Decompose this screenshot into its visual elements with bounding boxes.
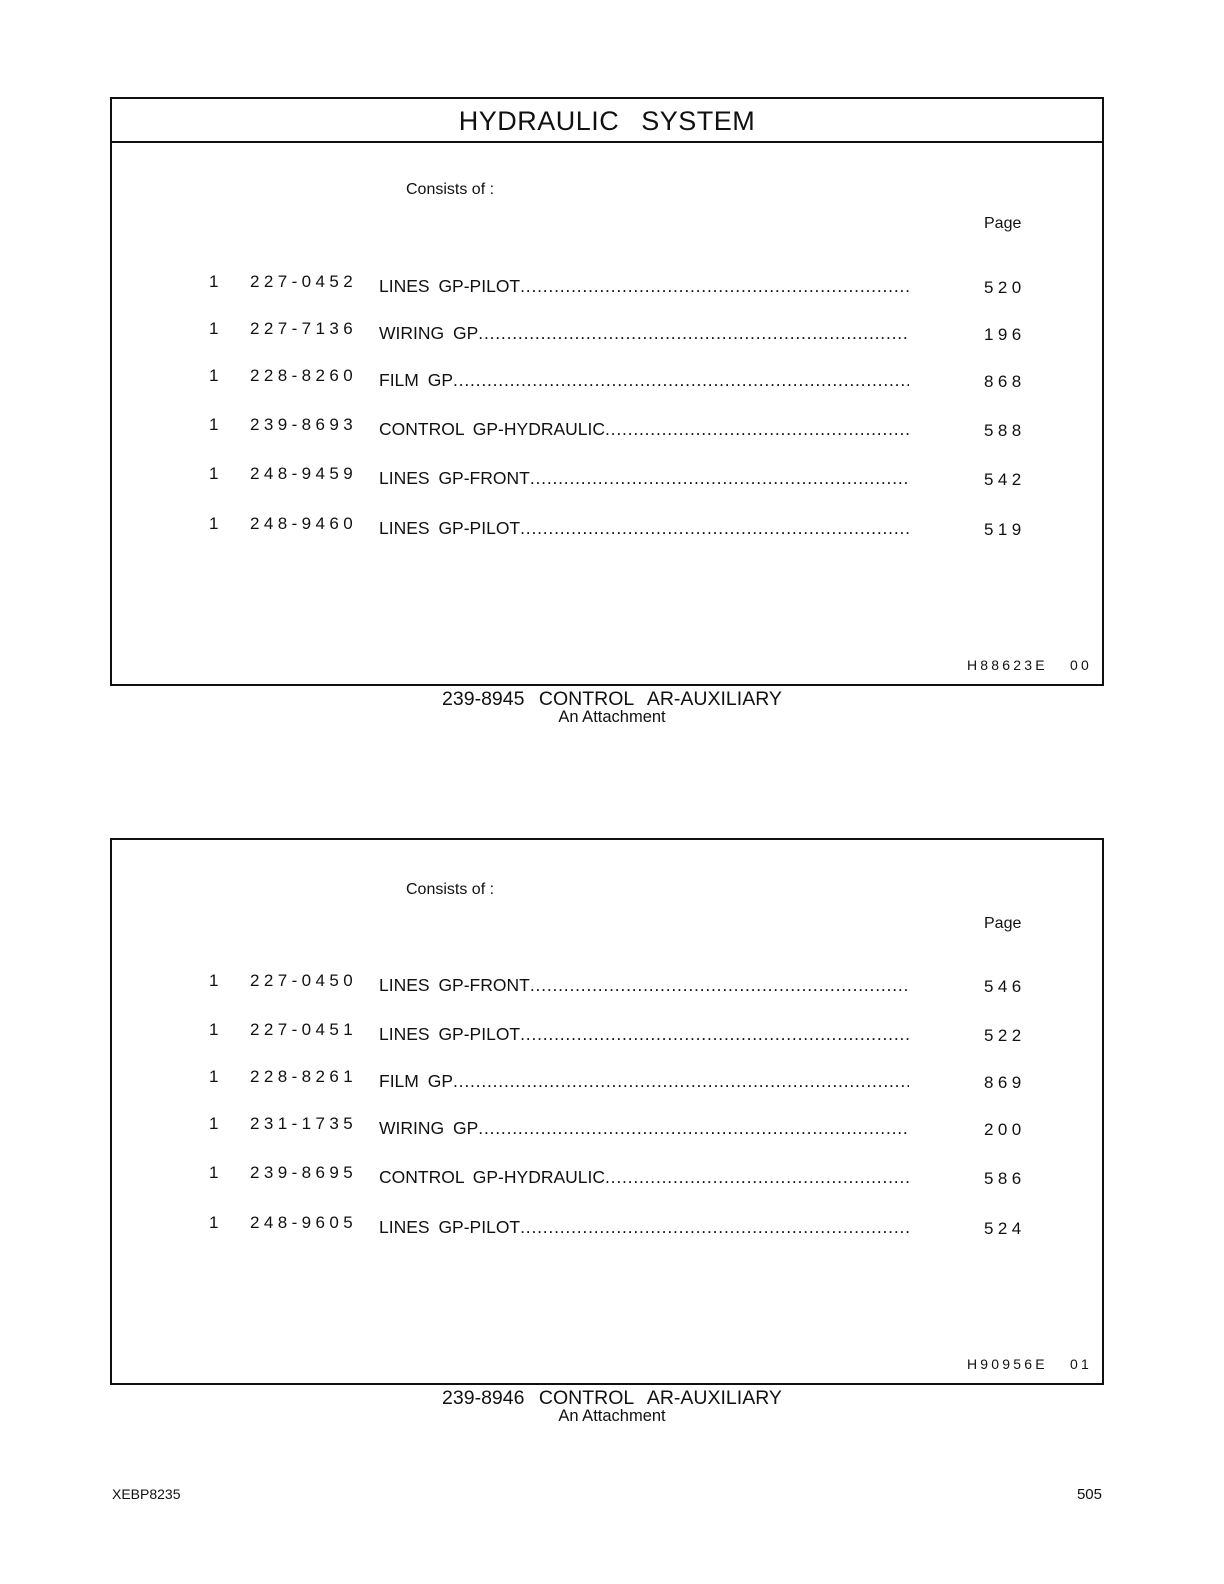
part-description: WIRING GP ..... (379, 1118, 909, 1139)
part-description: CONTROL GP-HYDRAULIC ..... (379, 1167, 909, 1188)
page-ref: 200 (984, 1120, 1026, 1139)
illustration-code: H90956E (967, 1356, 1048, 1372)
parts-box-1 (110, 97, 1104, 686)
qty: 1 (209, 464, 219, 483)
page-ref: 542 (984, 470, 1026, 489)
part-number: 248-9459 (250, 464, 358, 483)
page-ref: 869 (984, 1073, 1026, 1092)
qty: 1 (209, 1213, 219, 1232)
illustration-code: H88623E (967, 657, 1048, 673)
qty: 1 (209, 514, 219, 533)
caption-title: 239-8945 CONTROL AR-AUXILIARY (442, 688, 782, 710)
parts-row (112, 971, 1102, 999)
qty: 1 (209, 971, 219, 990)
section-header: HYDRAULIC SYSTEM (112, 99, 1102, 143)
part-description: CONTROL GP-HYDRAULIC ..... (379, 419, 909, 440)
part-number: 227-7136 (250, 319, 358, 338)
page-ref: 868 (984, 372, 1026, 391)
document-id: XEBP8235 (112, 1486, 181, 1502)
parts-row (112, 464, 1102, 492)
part-number: 228-8261 (250, 1067, 358, 1086)
part-description: LINES GP-PILOT ..... (379, 1024, 909, 1045)
qty: 1 (209, 1067, 219, 1086)
consists-label: Consists of : (406, 881, 495, 898)
part-number: 231-1735 (250, 1114, 358, 1133)
part-number: 239-8693 (250, 415, 358, 434)
section-caption (0, 689, 1224, 725)
part-number: 227-0451 (250, 1020, 358, 1039)
qty: 1 (209, 272, 219, 291)
part-number: 228-8260 (250, 366, 358, 385)
page-column-label: Page (984, 915, 1022, 932)
caption-title: 239-8946 CONTROL AR-AUXILIARY (442, 1387, 782, 1409)
parts-row (112, 415, 1102, 443)
parts-row (112, 272, 1102, 300)
page-ref: 520 (984, 278, 1026, 297)
parts-row (112, 1213, 1102, 1241)
part-description: LINES GP-PILOT ..... (379, 1217, 909, 1238)
parts-row (112, 366, 1102, 394)
qty: 1 (209, 366, 219, 385)
revision-number: 01 (1070, 1356, 1092, 1372)
parts-box-2 (110, 838, 1104, 1385)
caption-subtitle: An Attachment (558, 1407, 666, 1425)
page-ref: 586 (984, 1169, 1026, 1188)
parts-row (112, 1114, 1102, 1142)
part-description: LINES GP-FRONT ..... (379, 468, 909, 489)
parts-row (112, 514, 1102, 542)
part-number: 227-0452 (250, 272, 358, 291)
page-number: 505 (1076, 1486, 1102, 1503)
page-ref: 546 (984, 977, 1026, 996)
qty: 1 (209, 319, 219, 338)
part-description: LINES GP-PILOT ..... (379, 276, 909, 297)
qty: 1 (209, 1114, 219, 1133)
page-ref: 519 (984, 520, 1026, 539)
part-number: 239-8695 (250, 1163, 358, 1182)
parts-row (112, 1020, 1102, 1048)
part-description: FILM GP ..... (379, 1071, 909, 1092)
page-ref: 588 (984, 421, 1026, 440)
page-ref: 524 (984, 1219, 1026, 1238)
caption-subtitle: An Attachment (558, 708, 666, 726)
section-caption (0, 1388, 1224, 1424)
parts-row (112, 319, 1102, 347)
parts-row (112, 1163, 1102, 1191)
qty: 1 (209, 1163, 219, 1182)
parts-row (112, 1067, 1102, 1095)
part-description: LINES GP-FRONT ..... (379, 975, 909, 996)
consists-label: Consists of : (406, 181, 495, 198)
part-number: 248-9605 (250, 1213, 358, 1232)
page-ref: 522 (984, 1026, 1026, 1045)
page-ref: 196 (984, 325, 1026, 344)
part-number: 227-0450 (250, 971, 358, 990)
qty: 1 (209, 1020, 219, 1039)
part-description: FILM GP ..... (379, 370, 909, 391)
part-description: LINES GP-PILOT ..... (379, 518, 909, 539)
qty: 1 (209, 415, 219, 434)
part-number: 248-9460 (250, 514, 358, 533)
page-column-label: Page (984, 215, 1022, 232)
part-description: WIRING GP ..... (379, 323, 909, 344)
revision-number: 00 (1070, 657, 1092, 673)
